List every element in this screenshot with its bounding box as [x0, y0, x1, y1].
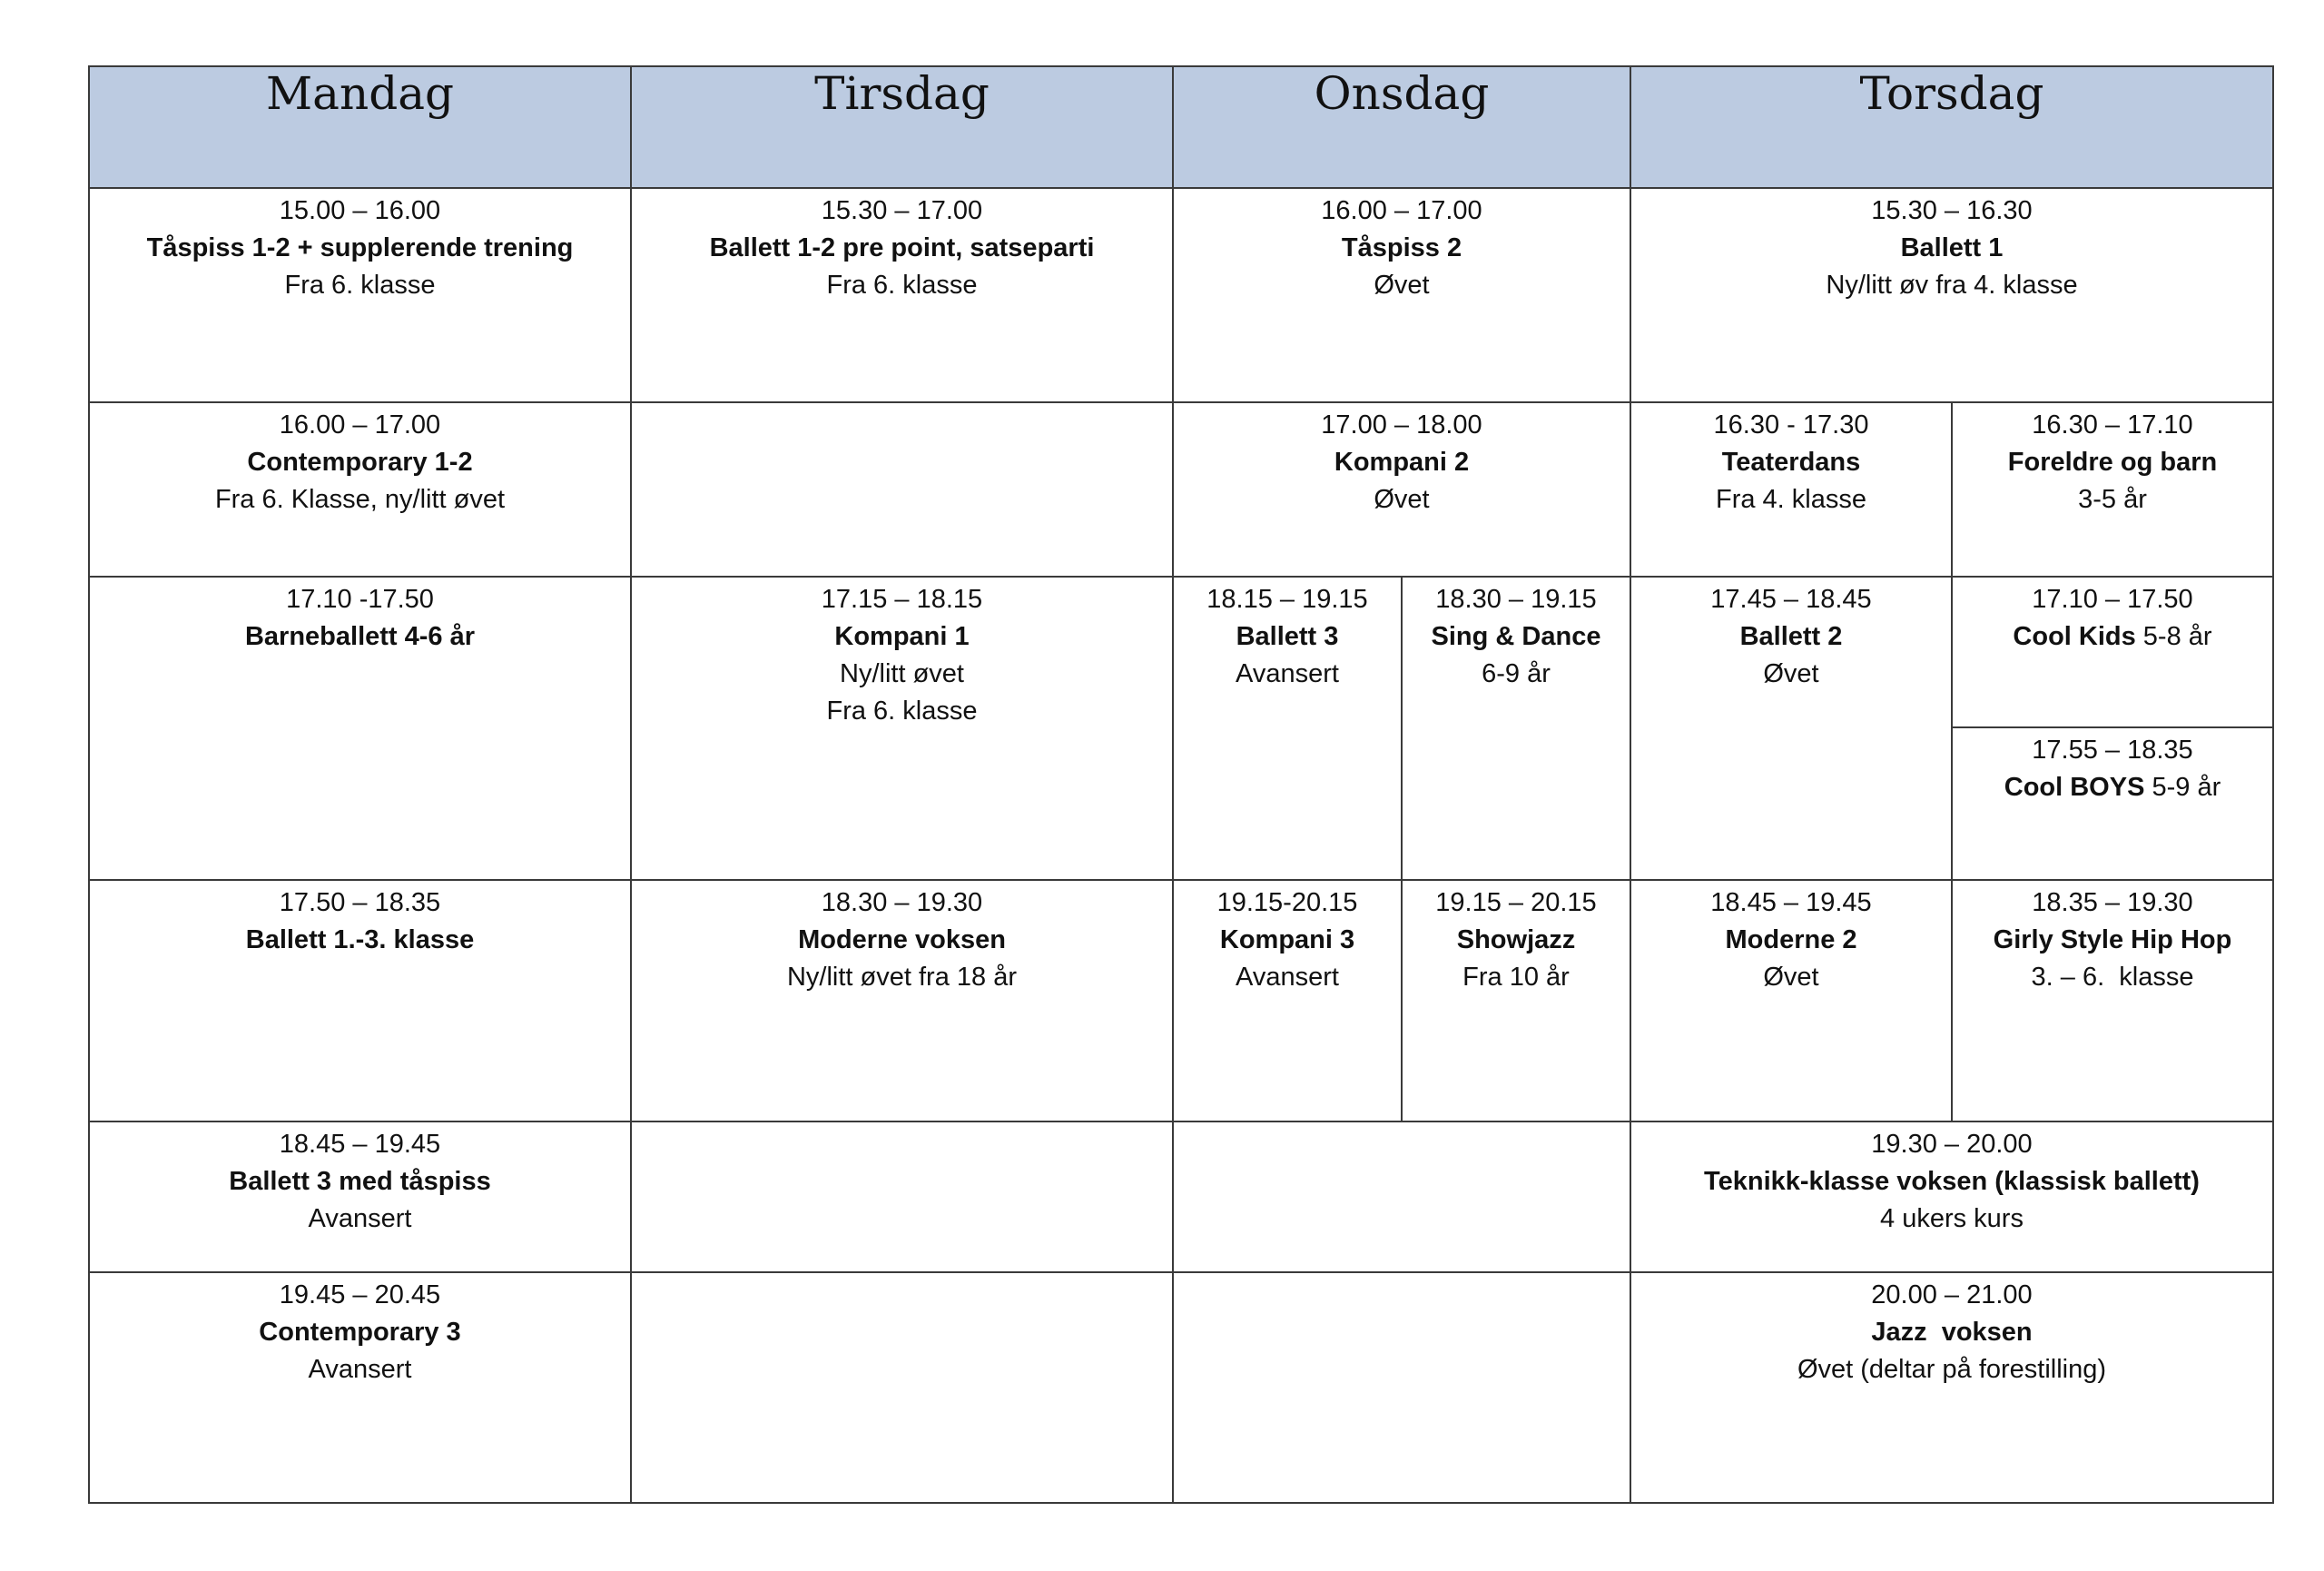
- class-name-line: [1953, 769, 2272, 806]
- class-time: 19.45 – 20.45: [279, 1280, 441, 1309]
- class-name: Girly Style Hip Hop: [1993, 925, 2232, 954]
- class-cell: [631, 188, 1173, 402]
- class-name: Contemporary 3: [259, 1318, 461, 1347]
- class-time: 15.30 – 16.30: [1871, 196, 2033, 225]
- class-time: 17.00 – 18.00: [1321, 410, 1482, 440]
- header-row: [89, 66, 2273, 188]
- class-name: Moderne voksen: [798, 925, 1006, 954]
- class-cell: [89, 402, 631, 577]
- class-time: 16.00 – 17.00: [279, 410, 441, 440]
- class-time: 18.45 – 19.45: [279, 1130, 441, 1159]
- day-header-tirsdag: Tirsdag: [631, 66, 1173, 188]
- class-name: Showjazz: [1456, 925, 1576, 954]
- class-desc: Ny/litt øv fra 4. klasse: [1826, 271, 2078, 300]
- empty-cell: [631, 1272, 1173, 1503]
- class-desc: Fra 6. Klasse, ny/litt øvet: [214, 485, 506, 514]
- schedule-row-5: [89, 1121, 2273, 1272]
- class-name: Ballett 1-2 pre point, satseparti: [709, 233, 1095, 262]
- class-cell: [1630, 402, 1952, 577]
- class-cell: [89, 880, 631, 1121]
- empty-cell: [631, 1121, 1173, 1272]
- class-name: Ballett 1.-3. klasse: [245, 925, 475, 954]
- class-desc: Ny/litt øvet: [840, 659, 964, 688]
- class-time: 17.15 – 18.15: [821, 585, 983, 614]
- class-time: 16.30 – 17.10: [2032, 410, 2193, 440]
- class-desc: Øvet (deltar på forestilling): [1797, 1355, 2107, 1384]
- class-time: 17.10 – 17.50: [2032, 585, 2193, 614]
- class-desc: Fra 6. klasse: [826, 271, 978, 300]
- class-cell: [89, 188, 631, 402]
- class-cell: [1173, 402, 1630, 577]
- class-cell: [1402, 880, 1630, 1121]
- class-cell: [89, 577, 631, 880]
- class-name: Ballett 3 med tåspiss: [229, 1167, 491, 1196]
- class-cell: [631, 880, 1173, 1121]
- class-time: 17.10 -17.50: [286, 585, 434, 614]
- class-desc: 5-8 år: [2135, 622, 2212, 651]
- class-cell: [1952, 727, 2273, 880]
- class-cell: [1173, 880, 1402, 1121]
- class-name: Kompani 3: [1219, 925, 1355, 954]
- day-header-torsdag: Torsdag: [1630, 66, 2273, 188]
- class-desc: Fra 6. klasse: [826, 697, 978, 726]
- class-time: 15.00 – 16.00: [279, 196, 441, 225]
- class-time: 16.30 - 17.30: [1713, 410, 1869, 440]
- class-desc: 5-9 år: [2144, 773, 2221, 802]
- class-desc: Avansert: [308, 1355, 412, 1384]
- class-name: Barneballett 4-6 år: [244, 622, 476, 651]
- class-cell: [89, 1121, 631, 1272]
- class-desc: Øvet: [1763, 963, 1819, 992]
- schedule-row-2: [89, 402, 2273, 577]
- schedule-row-1: [89, 188, 2273, 402]
- empty-cell: [631, 402, 1173, 577]
- class-name: Foreldre og barn: [2007, 448, 2218, 477]
- class-cell: [1952, 880, 2273, 1121]
- class-time: 18.35 – 19.30: [2032, 888, 2193, 917]
- class-name: Contemporary 1-2: [247, 448, 473, 477]
- class-cell: [1402, 577, 1630, 880]
- class-name: Jazz voksen: [1871, 1318, 2033, 1347]
- class-cell: [1630, 188, 2273, 402]
- schedule-table: [88, 65, 2274, 1504]
- class-desc: Fra 4. klasse: [1716, 485, 1866, 514]
- class-desc: Fra 10 år: [1462, 963, 1570, 992]
- class-desc: Avansert: [1236, 963, 1339, 992]
- class-desc: 6-9 år: [1482, 659, 1551, 688]
- class-name: Ballett 1: [1900, 233, 2004, 262]
- class-cell: [1952, 577, 2273, 727]
- class-name: Ballett 2: [1739, 622, 1843, 651]
- class-desc: 3-5 år: [2078, 485, 2147, 514]
- class-desc: Avansert: [1236, 659, 1339, 688]
- class-time: 17.50 – 18.35: [279, 888, 441, 917]
- class-cell: [1630, 1121, 2273, 1272]
- class-desc: Fra 6. klasse: [284, 271, 436, 300]
- class-time: 17.55 – 18.35: [2032, 736, 2193, 765]
- schedule-row-6: [89, 1272, 2273, 1503]
- class-desc: Øvet: [1374, 271, 1430, 300]
- class-time: 15.30 – 17.00: [821, 196, 983, 225]
- class-time: 17.45 – 18.45: [1710, 585, 1872, 614]
- class-desc: Øvet: [1763, 659, 1819, 688]
- class-time: 19.30 – 20.00: [1871, 1130, 2033, 1159]
- class-name: Kompani 1: [834, 622, 970, 651]
- class-name: Sing & Dance: [1431, 622, 1601, 651]
- class-cell: [1630, 1272, 2273, 1503]
- class-desc: 3. – 6. klasse: [2031, 963, 2194, 992]
- class-desc: Ny/litt øvet fra 18 år: [786, 963, 1017, 992]
- class-desc: 4 ukers kurs: [1880, 1204, 2024, 1233]
- class-name: Tåspiss 1-2 + supplerende trening: [146, 233, 574, 262]
- class-name: Cool Kids: [2013, 622, 2136, 651]
- class-time: 18.30 – 19.15: [1435, 585, 1597, 614]
- class-desc: Avansert: [308, 1204, 412, 1233]
- empty-cell: [1173, 1272, 1630, 1503]
- class-name: Ballett 3: [1236, 622, 1339, 651]
- class-cell: [1630, 577, 1952, 880]
- class-time: 20.00 – 21.00: [1871, 1280, 2033, 1309]
- class-name: Teknikk-klasse voksen (klassisk ballett): [1704, 1167, 2200, 1196]
- class-cell: [89, 1272, 631, 1503]
- class-time: 19.15-20.15: [1216, 888, 1358, 917]
- class-time: 19.15 – 20.15: [1435, 888, 1597, 917]
- schedule-row-4: [89, 880, 2273, 1121]
- class-cell: [1173, 188, 1630, 402]
- class-name: Cool BOYS: [2004, 773, 2145, 802]
- class-time: 18.45 – 19.45: [1710, 888, 1872, 917]
- class-cell: [631, 577, 1173, 880]
- class-name: Moderne 2: [1725, 925, 1857, 954]
- schedule-row-3: [89, 577, 2273, 727]
- class-time: 18.30 – 19.30: [821, 888, 983, 917]
- class-cell: [1952, 402, 2273, 577]
- class-cell: [1173, 577, 1402, 880]
- class-time: 18.15 – 19.15: [1206, 585, 1368, 614]
- class-name-line: [1953, 618, 2272, 656]
- class-desc: Øvet: [1374, 485, 1430, 514]
- day-header-onsdag: Onsdag: [1173, 66, 1630, 188]
- class-name: Tåspiss 2: [1341, 233, 1462, 262]
- day-header-mandag: Mandag: [89, 66, 631, 188]
- class-name: Kompani 2: [1334, 448, 1470, 477]
- class-name: Teaterdans: [1721, 448, 1861, 477]
- class-cell: [1630, 880, 1952, 1121]
- empty-cell: [1173, 1121, 1630, 1272]
- class-time: 16.00 – 17.00: [1321, 196, 1482, 225]
